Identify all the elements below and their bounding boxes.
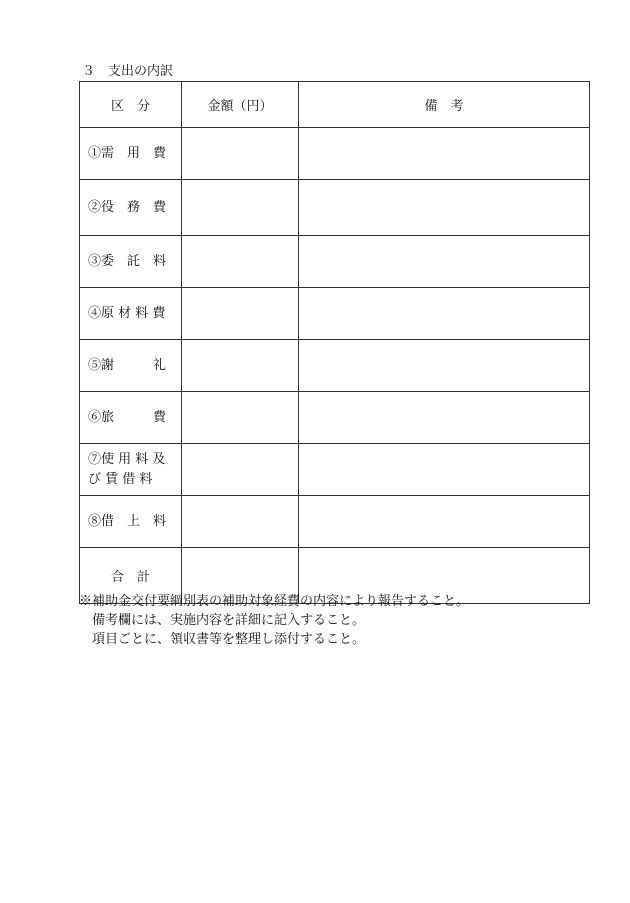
category-label-line: ①需 用 費: [88, 145, 167, 161]
remarks-cell[interactable]: [299, 128, 590, 180]
table-header-row: [80, 82, 590, 128]
category-cell: [80, 236, 182, 288]
remarks-cell[interactable]: [299, 340, 590, 392]
category-cell: [80, 444, 182, 496]
remarks-cell[interactable]: [299, 444, 590, 496]
header-category: 区 分: [80, 82, 182, 128]
category-cell: [80, 340, 182, 392]
section-title: ３ 支出の内訳: [82, 64, 174, 79]
category-cell: [80, 496, 182, 548]
category-cell: [80, 180, 182, 236]
notes: [79, 592, 469, 649]
table-row: [80, 496, 590, 548]
remarks-cell[interactable]: [299, 392, 590, 444]
remarks-cell[interactable]: [299, 496, 590, 548]
category-label-line: ⑥旅 費: [88, 409, 167, 425]
category-label-line: ⑦使 用 料 及: [88, 451, 166, 467]
amount-cell[interactable]: [182, 340, 299, 392]
category-label: [88, 198, 172, 218]
amount-cell[interactable]: [182, 496, 299, 548]
amount-cell[interactable]: [182, 236, 299, 288]
note-line: 項目ごとに、領収書等を整理し添付すること。: [79, 632, 366, 647]
header-remarks: 備 考: [299, 82, 590, 128]
note-line: 備考欄には、実施内容を詳細に記入すること。: [79, 613, 366, 628]
table-row: [80, 444, 590, 496]
total-label: 合 計: [80, 548, 182, 604]
table-row: [80, 180, 590, 236]
amount-cell[interactable]: [182, 444, 299, 496]
amount-cell[interactable]: [182, 392, 299, 444]
category-label: [88, 450, 172, 490]
table-row: [80, 392, 590, 444]
category-label-line: ④原 材 料 費: [88, 305, 166, 321]
category-label: [88, 144, 172, 164]
remarks-cell[interactable]: [299, 180, 590, 236]
category-cell: [80, 128, 182, 180]
amount-cell[interactable]: [182, 180, 299, 236]
table-row: [80, 236, 590, 288]
note-line: ※補助金交付要綱別表の補助対象経費の内容により報告すること。: [79, 594, 470, 609]
amount-cell[interactable]: [182, 288, 299, 340]
remarks-cell[interactable]: [299, 236, 590, 288]
category-label-line: ②役 務 費: [88, 199, 167, 215]
table-row: [80, 128, 590, 180]
table-row: [80, 288, 590, 340]
category-label-line: ③委 託 料: [88, 253, 167, 269]
category-label-line: ⑤謝 礼: [88, 357, 167, 373]
category-label-line: び 賃 借 料: [88, 471, 153, 487]
table-body: [80, 128, 590, 548]
remarks-cell[interactable]: [299, 288, 590, 340]
expense-breakdown-table: [79, 81, 590, 604]
header-amount: 金額（円）: [182, 82, 299, 128]
category-label: [88, 512, 172, 532]
category-label: [88, 304, 172, 324]
category-cell: [80, 392, 182, 444]
category-label: [88, 252, 172, 272]
amount-cell[interactable]: [182, 128, 299, 180]
category-label-line: ⑧借 上 料: [88, 513, 167, 529]
category-cell: [80, 288, 182, 340]
table-row: [80, 340, 590, 392]
category-label: [88, 356, 172, 376]
category-label: [88, 408, 172, 428]
